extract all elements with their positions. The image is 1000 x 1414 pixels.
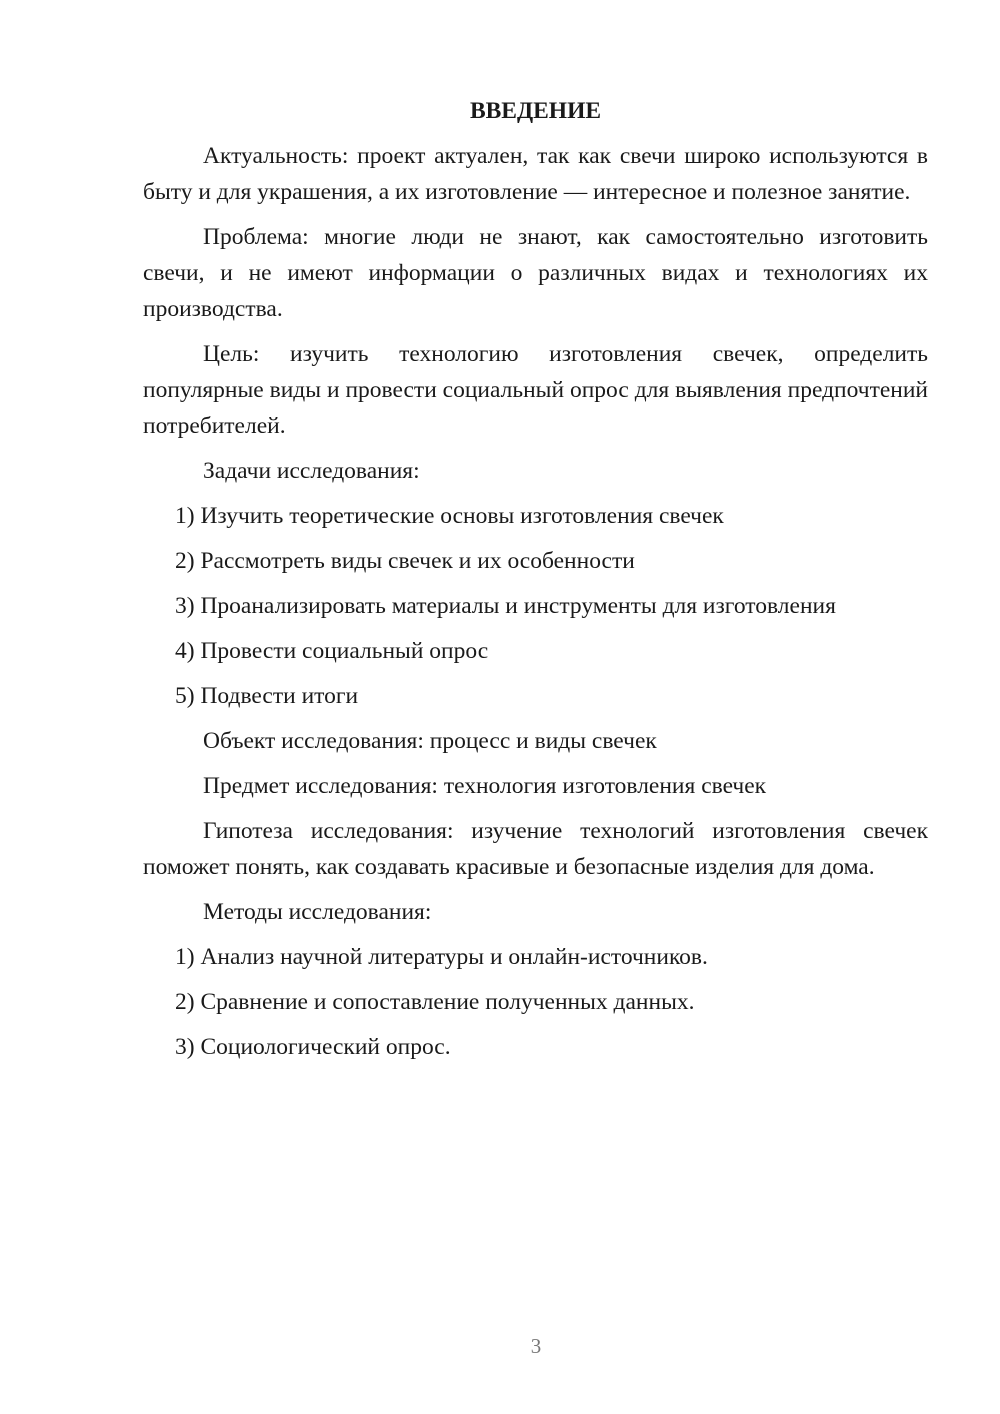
page-content xyxy=(143,93,928,1074)
task-item-3: 3) Проанализировать материалы и инструменты для изготовления xyxy=(175,593,836,619)
page-number: 3 xyxy=(530,1334,542,1358)
tasks-heading: Задачи исследования: xyxy=(203,458,420,484)
method-item-3: 3) Социологический опрос. xyxy=(175,1034,451,1060)
problem-paragraph: Проблема: многие люди не знают, как самостоятельно изготовить свечи, и не имеют информации о различных видах и технологиях их производства. xyxy=(143,224,928,322)
research-object: Объект исследования: процесс и виды свечек xyxy=(203,728,657,754)
method-item-1: 1) Анализ научной литературы и онлайн-источников. xyxy=(175,944,708,970)
methods-heading: Методы исследования: xyxy=(203,899,432,925)
research-subject: Предмет исследования: технология изготовления свечек xyxy=(203,773,767,799)
task-item-4: 4) Провести социальный опрос xyxy=(175,638,489,664)
relevance-paragraph: Актуальность: проект актуален, так как свечи широко используются в быту и для украшения, а их изготовление — интересное и полезное занятие. xyxy=(143,143,928,205)
hypothesis-paragraph: Гипотеза исследования: изучение технологий изготовления свечек поможет понять, как создавать красивые и безопасные изделия для дома. xyxy=(143,818,928,880)
goal-paragraph: Цель: изучить технологию изготовления свечек, определить популярные виды и провести социальный опрос для выявления предпочтений потребителей. xyxy=(143,341,928,439)
section-title: ВВЕДЕНИЕ xyxy=(469,98,602,124)
task-item-1: 1) Изучить теоретические основы изготовления свечек xyxy=(175,503,724,529)
task-item-5: 5) Подвести итоги xyxy=(175,683,359,709)
task-item-2: 2) Рассмотреть виды свечек и их особенности xyxy=(175,548,635,574)
method-item-2: 2) Сравнение и сопоставление полученных данных. xyxy=(175,989,695,1015)
